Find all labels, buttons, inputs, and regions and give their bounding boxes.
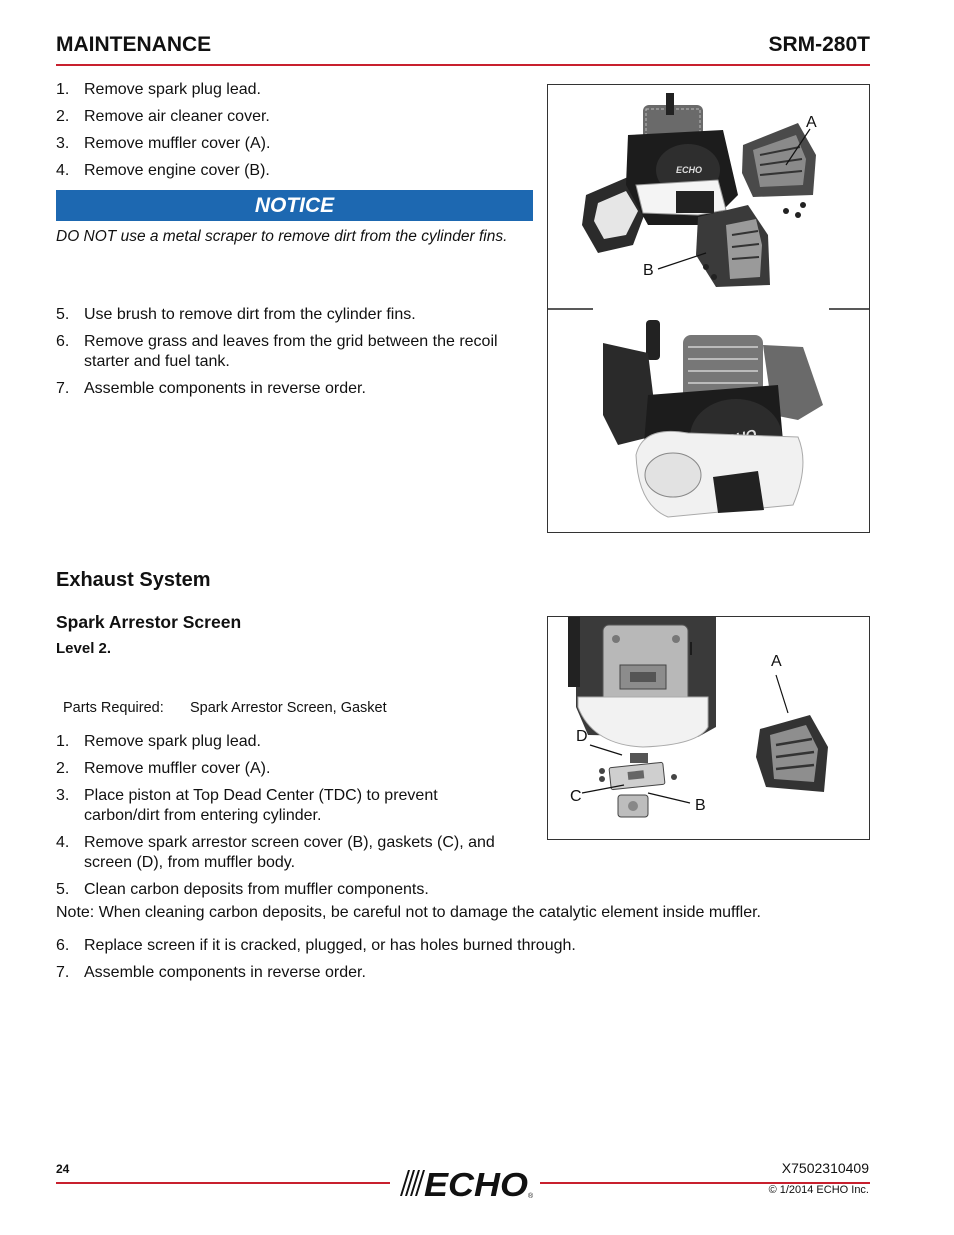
- parts-required-value: Spark Arrestor Screen, Gasket: [190, 700, 387, 716]
- label-c: C: [570, 788, 582, 805]
- muffler-parts: [599, 753, 677, 817]
- muffler-illustration: [548, 617, 869, 839]
- level-label: Level 2.: [56, 640, 112, 657]
- header-rule: [56, 64, 870, 66]
- steps-list-b: [56, 305, 536, 406]
- list-item: 1. Remove spark plug lead.: [56, 81, 261, 98]
- echo-logo: [394, 1166, 540, 1200]
- copyright: © 1/2014 ECHO Inc.: [768, 1184, 869, 1196]
- section-title: MAINTENANCE: [56, 33, 212, 56]
- subsection-heading: Spark Arrestor Screen: [56, 612, 242, 632]
- list-item: 7. Assemble components in reverse order.: [56, 380, 366, 397]
- list-item: 6. Replace screen if it is cracked, plugged, or has holes burned through.: [56, 937, 576, 954]
- label-b: B: [643, 262, 654, 279]
- list-item: 4. Remove spark arrestor screen cover (B), gaskets (C), and screen (D), from muffler body.: [56, 834, 495, 871]
- list-item: 1. Remove spark plug lead.: [56, 733, 261, 750]
- document-code: X7502310409: [781, 1160, 869, 1176]
- page-number: 24: [56, 1162, 70, 1176]
- steps-list-d: [56, 936, 756, 990]
- svg-text:®: ®: [528, 1193, 534, 1200]
- label-a: A: [806, 114, 817, 131]
- steps-list-a: [56, 80, 536, 188]
- muffler-body: [568, 617, 716, 747]
- engine-covers-figure: [547, 84, 870, 533]
- steps-list-c: [56, 732, 536, 907]
- list-item: 2. Remove muffler cover (A).: [56, 760, 271, 777]
- list-item: 3. Remove muffler cover (A).: [56, 135, 271, 152]
- list-item: 2. Remove air cleaner cover.: [56, 108, 270, 125]
- section-heading: Exhaust System: [56, 569, 211, 591]
- label-a: A: [771, 653, 782, 670]
- list-item: 6. Remove grass and leaves from the grid between the recoil starter and fuel tank.: [56, 333, 498, 370]
- engine-illustration: [548, 85, 869, 532]
- caution-note: Note: When cleaning carbon deposits, be careful not to damage the catalytic element inside muffler.: [56, 904, 761, 921]
- footer-rule-left: [56, 1182, 390, 1184]
- parts-required-label: Parts Required:: [63, 700, 164, 716]
- list-item: 4. Remove engine cover (B).: [56, 162, 270, 179]
- list-item: 7. Assemble components in reverse order.: [56, 964, 366, 981]
- assembled-engine: [603, 320, 823, 517]
- notice-banner: NOTICE: [56, 190, 533, 221]
- svg-text:ECHO: ECHO: [676, 165, 703, 175]
- exploded-engine: [582, 93, 816, 287]
- label-b: B: [695, 797, 706, 814]
- svg-text:ECHO: ECHO: [424, 1166, 529, 1200]
- list-item: 5. Use brush to remove dirt from the cylinder fins.: [56, 306, 416, 323]
- list-item: 5. Clean carbon deposits from muffler components.: [56, 881, 429, 898]
- label-d: D: [576, 728, 588, 745]
- muffler-cover: [756, 715, 828, 792]
- model-title: SRM-280T: [768, 33, 870, 56]
- spark-arrestor-figure: [547, 616, 870, 840]
- notice-text: DO NOT use a metal scraper to remove dirt from the cylinder fins.: [56, 228, 508, 245]
- list-item: 3. Place piston at Top Dead Center (TDC) to prevent carbon/dirt from entering cylinder.: [56, 787, 438, 824]
